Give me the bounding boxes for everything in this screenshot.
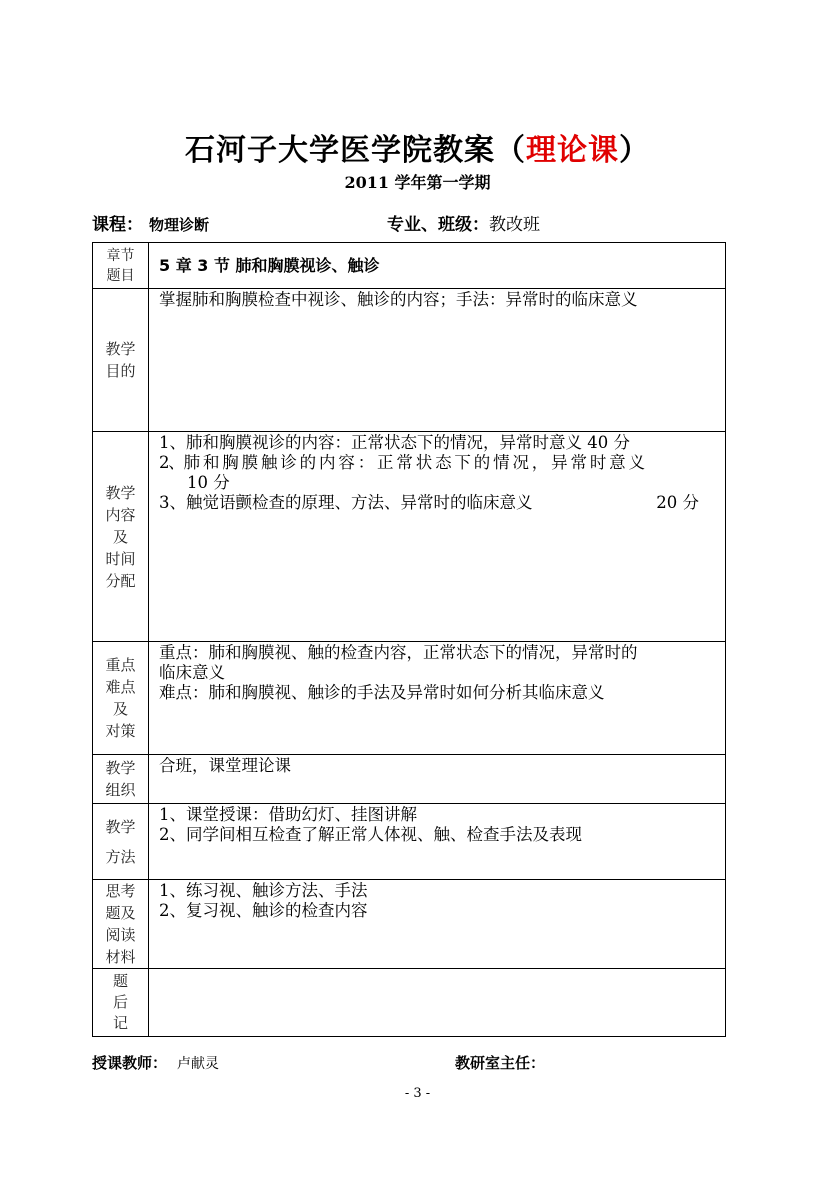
content-time-label [93, 432, 149, 642]
postscript-content [149, 969, 726, 1037]
label-line: 重点 [105, 656, 136, 674]
label-line: 后 [112, 993, 128, 1011]
item-time: 40 分 [587, 433, 630, 452]
label-line: 及 [112, 700, 128, 718]
title-main: 石河子大学医学院教案（ [185, 133, 526, 168]
postscript-label [93, 969, 149, 1037]
label-line: 题及 [105, 904, 136, 922]
objective-content: 掌握肺和胸膜检查中视诊、触诊的内容；手法：异常时的临床意义 [149, 289, 726, 432]
item-time: 20 分 [656, 493, 699, 512]
teacher-name: 卢献灵 [177, 1056, 220, 1072]
label-line: 分配 [105, 571, 136, 590]
label-line: 目的 [105, 362, 136, 380]
row-organization [93, 755, 726, 804]
signature-line [92, 1052, 732, 1073]
chapter-content: 5 章 3 节 肺和胸膜视诊、触诊 [149, 243, 726, 289]
row-key-points [93, 642, 726, 755]
label-line: 教学 [105, 483, 136, 502]
row-postscript [93, 969, 726, 1037]
label-line: 题目 [106, 267, 135, 284]
item-text: 3、触觉语颤检查的原理、方法、异常时的临床意义 [159, 493, 533, 512]
key-points-content [149, 642, 726, 755]
major-value: 教改班 [489, 215, 540, 235]
label-line: 章节 [106, 247, 135, 264]
content-item: 2、肺 和 胸 膜 触 诊 的 内 容 ： 正 常 状 态 下 的 情 况 ， 异 常 时 意 义 [159, 453, 644, 472]
course-name: 物理诊断 [149, 216, 210, 234]
row-objective [93, 289, 726, 432]
label-line: 方法 [105, 847, 136, 866]
content-item [159, 433, 717, 453]
course-info-line [92, 210, 732, 236]
content-line: 难点：肺和胸膜视、触诊的手法及异常时如何分析其临床意义 [159, 683, 605, 702]
label-line: 难点 [105, 678, 136, 696]
label-line: 对策 [105, 722, 136, 740]
organization-content: 合班，课堂理论课 [149, 755, 726, 804]
content-time-content [149, 432, 726, 642]
key-points-label [93, 642, 149, 755]
major-label: 专业、班级： [387, 215, 489, 235]
semester-subtitle: 2011 学年第一学期 [344, 173, 491, 192]
teacher-label: 授课教师： [92, 1054, 168, 1072]
major-info [387, 210, 540, 235]
label-line: 教学 [105, 340, 136, 358]
content-line: 2、复习视、触诊的检查内容 [159, 901, 368, 920]
reading-content [149, 880, 726, 969]
label-line: 教学 [105, 817, 136, 836]
content-line: 2、同学间相互检查了解正常人体视、触、检查手法及表现 [159, 825, 582, 844]
row-reading [93, 880, 726, 969]
label-line: 记 [112, 1014, 128, 1032]
organization-label [93, 755, 149, 804]
chapter-label [93, 243, 149, 289]
label-line: 思考 [105, 882, 136, 900]
method-content [149, 804, 726, 880]
row-method [93, 804, 726, 880]
method-label [93, 804, 149, 880]
content-line: 临床意义 [159, 663, 225, 682]
content-item [159, 493, 717, 513]
page-number: - 3 - [404, 1086, 431, 1101]
label-line: 组织 [105, 781, 136, 799]
document-title [0, 125, 835, 169]
label-line: 材料 [105, 948, 136, 966]
title-end: ） [619, 133, 650, 168]
content-line: 1、课堂授课：借助幻灯、挂图讲解 [159, 805, 417, 824]
label-line: 题 [112, 972, 128, 990]
label-line: 教学 [105, 759, 136, 777]
label-line: 及 [112, 527, 128, 546]
label-line: 时间 [105, 549, 136, 568]
row-content-time [93, 432, 726, 642]
director-label: 教研室主任： [455, 1054, 546, 1072]
content-line: 重点：肺和胸膜视、触的检查内容，正常状态下的情况，异常时的 [159, 643, 638, 662]
reading-label [93, 880, 149, 969]
content-line: 1、练习视、触诊方法、手法 [159, 881, 368, 900]
content-item: 10 分 [187, 473, 230, 492]
title-highlight: 理论课 [526, 133, 619, 168]
label-line: 内容 [105, 505, 136, 524]
objective-label [93, 289, 149, 432]
item-text: 1、肺和胸膜视诊的内容：正常状态下的情况，异常时意义 [159, 433, 582, 452]
course-label: 课程： [92, 215, 143, 235]
lesson-plan-table [92, 242, 726, 1037]
label-line: 阅读 [105, 926, 136, 944]
row-chapter [93, 243, 726, 289]
